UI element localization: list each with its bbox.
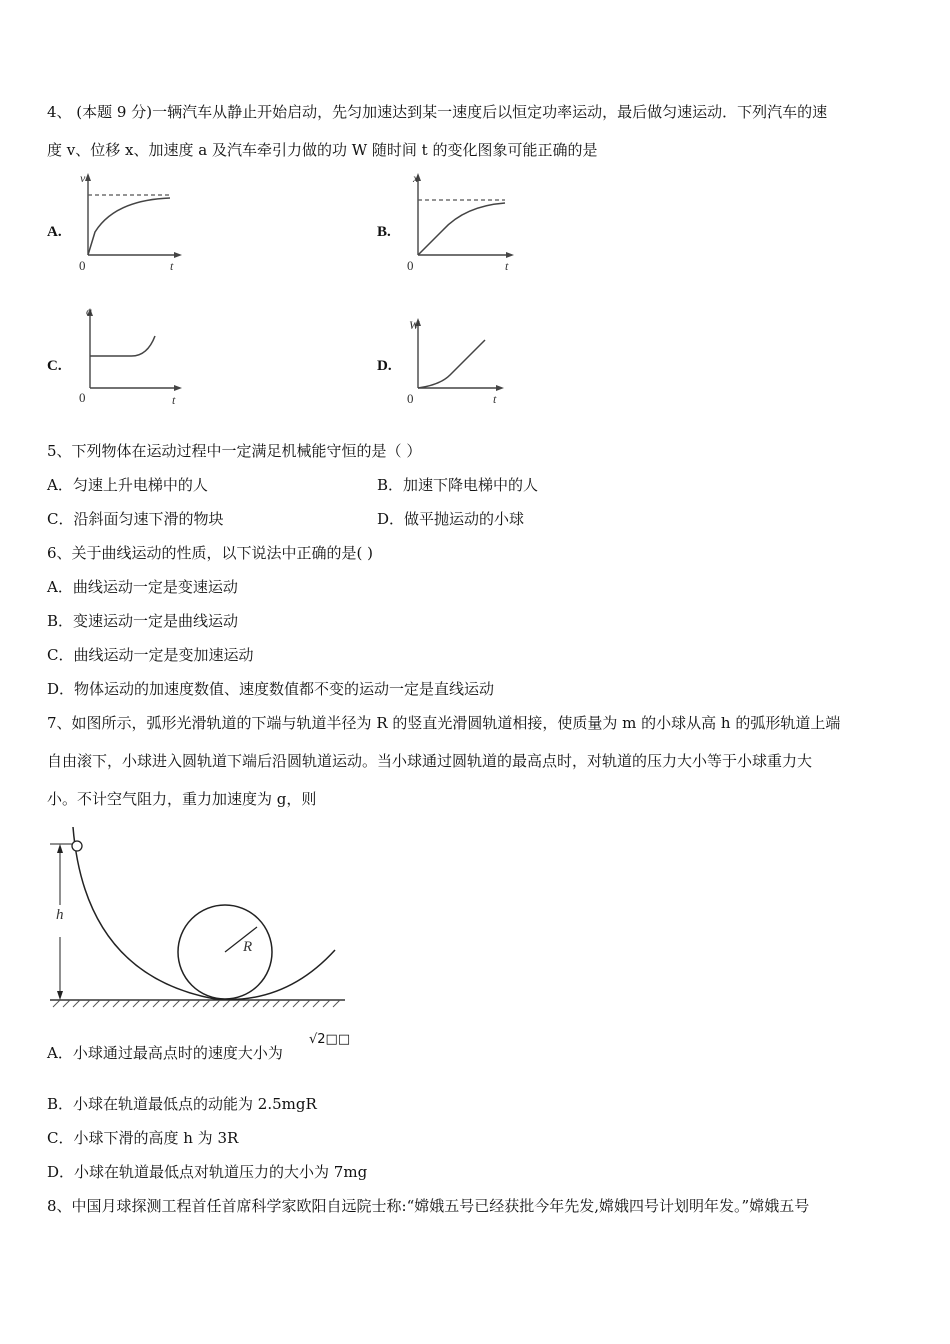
graph-c-xlabel: t: [172, 393, 176, 407]
graph-d: [405, 315, 515, 410]
q5-stem: 5、下列物体在运动过程中一定满足机械能守恒的是（ ）: [47, 442, 422, 460]
q4-option-c-label: C.: [47, 358, 62, 374]
q7-stem-line1: 7、如图所示，弧形光滑轨道的下端与轨道半径为 R 的竖直光滑圆轨道相接，使质量为 m 的小球从高 h 的弧形轨道上端: [47, 714, 841, 732]
graph-c-ylabel: a: [86, 304, 92, 318]
q7-option-a-formula: √2□□: [309, 1032, 351, 1047]
q7-option-d: D．小球在轨道最低点对轨道压力的大小为 7mg: [47, 1163, 368, 1181]
graph-a-origin: 0: [79, 258, 86, 273]
q4-stem-line2: 度 v、位移 x、加速度 a 及汽车牵引力做的功 W 随时间 t 的变化图象可能正确的是: [47, 141, 598, 159]
q7-option-a-text: A．小球通过最高点时的速度大小为: [47, 1044, 283, 1062]
q7-stem-line3: 小。不计空气阻力，重力加速度为 g，则: [47, 790, 317, 808]
q8-stem-line1: 8、中国月球探测工程首任首席科学家欧阳自远院士称:“嫦娥五号已经获批今年先发,嫦娥四号计划明年发。”嫦娥五号: [47, 1197, 810, 1215]
graph-a: [75, 170, 185, 275]
graph-b-xlabel: t: [505, 259, 509, 273]
graph-a-xlabel: t: [170, 259, 174, 273]
graph-b-ylabel: x: [413, 171, 419, 185]
q7-option-b: B．小球在轨道最低点的动能为 2.5mgR: [47, 1095, 317, 1113]
q6-option-c: C．曲线运动一定是变加速运动: [47, 646, 254, 664]
graph-b-origin: 0: [407, 258, 414, 273]
q5-option-c: C．沿斜面匀速下滑的物块: [47, 510, 224, 528]
graph-d-ylabel: W: [409, 318, 419, 332]
height-label: h: [56, 907, 64, 923]
q7-option-a: [47, 1043, 283, 1063]
graph-c-origin: 0: [79, 390, 86, 405]
q6-option-b: B．变速运动一定是曲线运动: [47, 612, 239, 630]
track-figure: [45, 825, 350, 1010]
graph-c: [75, 303, 187, 408]
q5-option-a: A．匀速上升电梯中的人: [47, 476, 208, 494]
graph-d-xlabel: t: [493, 392, 497, 406]
graph-b: [405, 170, 517, 275]
radius-label: R: [243, 939, 253, 955]
q7-stem-line2: 自由滚下，小球进入圆轨道下端后沿圆轨道运动。当小球通过圆轨道的最高点时，对轨道的压力大小等于小球重力大: [47, 752, 813, 770]
q6-stem: 6、关于曲线运动的性质，以下说法中正确的是( ): [47, 544, 374, 562]
q4-stem-line1: 4、 (本题 9 分)一辆汽车从静止开始启动，先匀加速达到某一速度后以恒定功率运动，最后做匀速运动．下列汽车的速: [47, 103, 828, 121]
graph-a-ylabel: v: [80, 171, 86, 185]
q6-option-d: D．物体运动的加速度数值、速度数值都不变的运动一定是直线运动: [47, 680, 495, 698]
q4-option-b-label: B.: [377, 224, 391, 240]
q4-option-d-label: D.: [377, 358, 392, 374]
q5-option-b: B．加速下降电梯中的人: [377, 476, 539, 494]
q4-option-a-label: A.: [47, 224, 62, 240]
graph-d-origin: 0: [407, 391, 414, 406]
q6-option-a: A．曲线运动一定是变速运动: [47, 578, 238, 596]
q5-option-d: D．做平抛运动的小球: [377, 510, 525, 528]
q7-option-c: C．小球下滑的高度 h 为 3R: [47, 1129, 239, 1147]
